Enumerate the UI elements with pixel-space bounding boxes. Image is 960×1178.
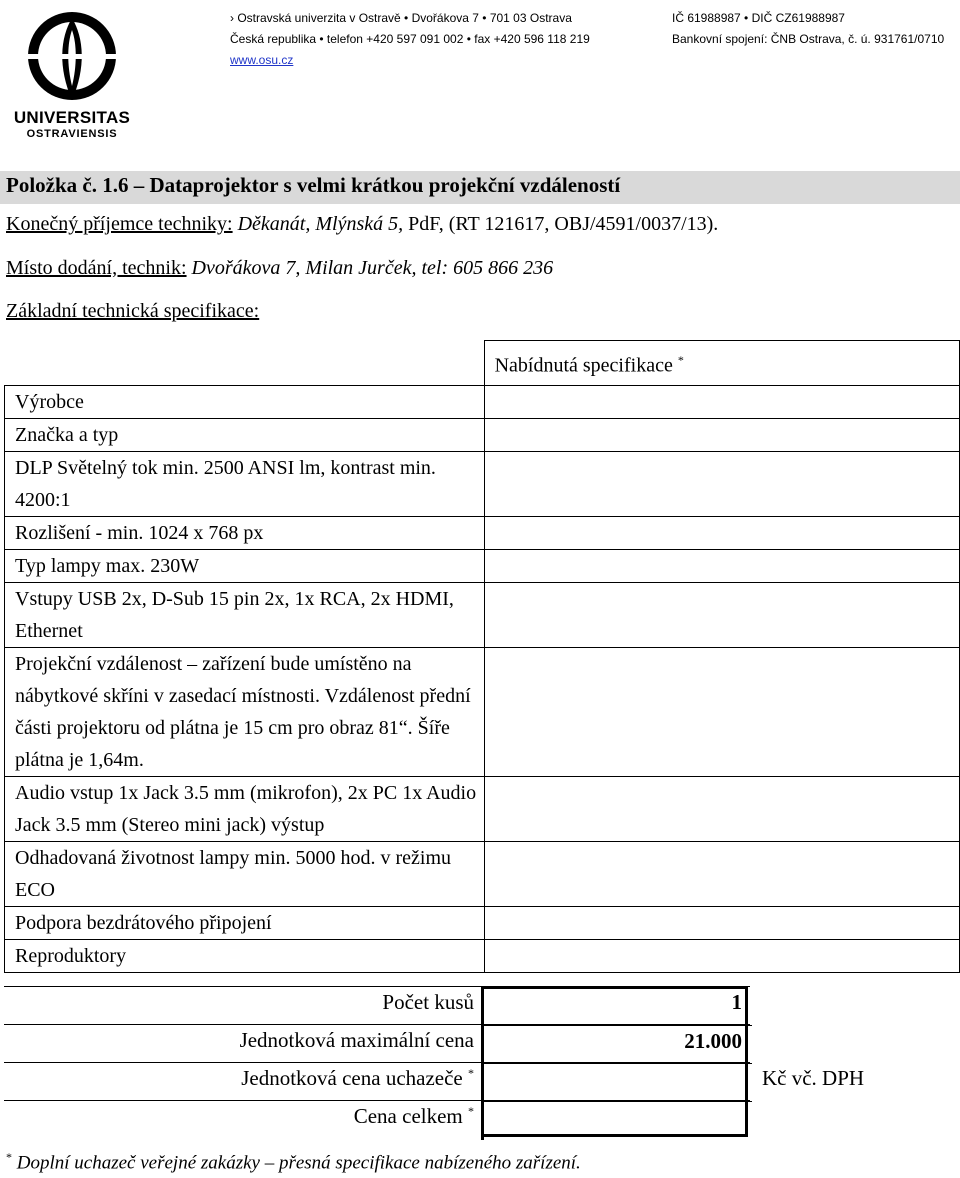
- logo-line2: OSTRAVIENSIS: [26, 128, 118, 140]
- university-logo: [12, 8, 132, 138]
- footnote: * Doplní uchazeč veřejné zakázky – přesná specifikace nabízeného zařízení.: [6, 1150, 581, 1174]
- spec-row: Typ lampy max. 230W: [5, 549, 960, 582]
- header-ids: [672, 8, 944, 50]
- offered-spec-cell[interactable]: [484, 582, 959, 647]
- recipient-value-italic: Děkanát, Mlýnská 5,: [237, 213, 404, 235]
- offered-spec-cell[interactable]: [484, 647, 959, 776]
- header-address: [230, 8, 590, 71]
- logo-line1: UNIVERSITAS: [13, 108, 131, 127]
- spec-row: Odhadovaná životnost lampy min. 5000 hod. v režimu ECO: [5, 841, 960, 906]
- spec-row: Projekční vzdálenost – zařízení bude umístěno na nábytkové skříni v zasedací místnosti. Vzdálenost přední části projektoru od plátna je 15 cm pro obraz 81“. Šíře plátna je 1,64m.: [5, 647, 960, 776]
- spec-row: Reproduktory: [5, 939, 960, 972]
- offered-spec-cell[interactable]: [484, 776, 959, 841]
- recipient-line: [6, 213, 718, 236]
- qty-label: Počet kusů: [382, 990, 474, 1014]
- price-values-frame: [481, 986, 748, 1137]
- recipient-label: Konečný příjemce techniky:: [6, 213, 233, 235]
- spec-row: Audio vstup 1x Jack 3.5 mm (mikrofon), 2x PC 1x Audio Jack 3.5 mm (Stereo mini jack) výstup: [5, 776, 960, 841]
- offered-spec-cell[interactable]: [484, 451, 959, 516]
- offered-spec-cell[interactable]: [484, 906, 959, 939]
- header-ids-line2: Bankovní spojení: ČNB Ostrava, č. ú. 931761/0710: [672, 32, 945, 46]
- spec-row: Značka a typ: [5, 418, 960, 451]
- offered-spec-cell[interactable]: [484, 939, 959, 972]
- offered-spec-cell[interactable]: [484, 516, 959, 549]
- max-price-value: 21.000: [684, 1029, 742, 1053]
- recipient-value: PdF, (RT 121617, OBJ/4591/0037/13).: [403, 213, 719, 235]
- delivery-line: [6, 257, 553, 280]
- spec-table: [4, 340, 960, 973]
- header-address-line2: Česká republika • telefon +420 597 091 002 • fax +420 596 118 219: [230, 32, 590, 46]
- offered-spec-cell[interactable]: [484, 549, 959, 582]
- spec-row: Výrobce: [5, 385, 960, 418]
- unit-price-label: Jednotková cena uchazeče *: [241, 1066, 474, 1090]
- spec-row: Rozlišení - min. 1024 x 768 px: [5, 516, 960, 549]
- spec-row: DLP Světelný tok min. 2500 ANSI lm, kontrast min. 4200:1: [5, 451, 960, 516]
- currency-note: Kč vč. DPH: [762, 1066, 865, 1090]
- offered-spec-header: Nabídnutá specifikace *: [484, 341, 959, 386]
- spec-row: Podpora bezdrátového připojení: [5, 906, 960, 939]
- asterisk-mark: *: [677, 353, 684, 367]
- spec-table-header: [5, 341, 960, 386]
- delivery-value: Dvořákova 7, Milan Jurček, tel: 605 866 236: [191, 257, 554, 279]
- offered-spec-cell[interactable]: [484, 418, 959, 451]
- header-ids-line1: IČ 61988987 • DIČ CZ61988987: [672, 11, 845, 25]
- website-link[interactable]: www.osu.cz: [230, 53, 294, 67]
- delivery-label: Místo dodání, technik:: [6, 257, 187, 279]
- spec-row: Vstupy USB 2x, D-Sub 15 pin 2x, 1x RCA, 2x HDMI, Ethernet: [5, 582, 960, 647]
- total-price-label: Cena celkem *: [353, 1104, 474, 1128]
- logo-emblem-icon: [12, 8, 132, 108]
- spec-heading: Základní technická specifikace:: [6, 300, 260, 322]
- offered-spec-cell[interactable]: [484, 385, 959, 418]
- max-price-label: Jednotková maximální cena: [239, 1028, 474, 1052]
- header-address-line1: › Ostravská univerzita v Ostravě • Dvořákova 7 • 701 03 Ostrava: [230, 11, 572, 25]
- qty-value: 1: [731, 990, 742, 1014]
- offered-spec-cell[interactable]: [484, 841, 959, 906]
- item-title: Položka č. 1.6 – Dataprojektor s velmi krátkou projekční vzdáleností: [6, 173, 621, 197]
